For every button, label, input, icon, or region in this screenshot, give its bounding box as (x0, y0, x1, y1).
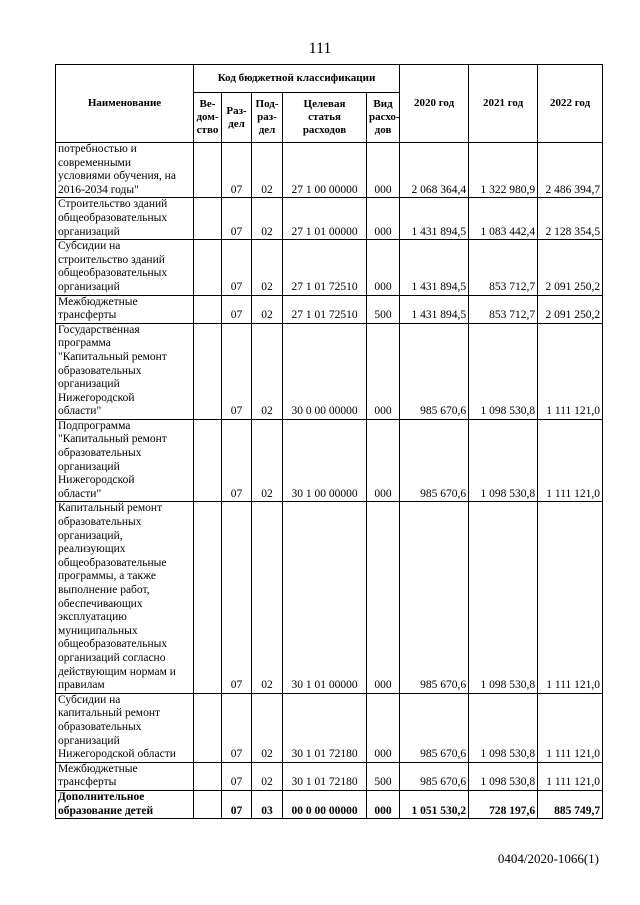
row-vedomstvo (194, 198, 222, 240)
row-podrazdel: 02 (252, 240, 283, 295)
row-razdel: 07 (222, 198, 252, 240)
row-name: Межбюджетные трансферты (56, 762, 194, 790)
row-2021: 1 098 530,8 (469, 419, 538, 502)
row-razdel: 07 (222, 502, 252, 693)
row-2020: 985 670,6 (400, 419, 469, 502)
table-row (56, 198, 603, 240)
table-row (56, 502, 603, 693)
table-row (56, 295, 603, 323)
row-podrazdel: 02 (252, 295, 283, 323)
row-tselevaya: 30 1 01 00000 (283, 502, 367, 693)
header-2022: 2022 год (538, 65, 603, 143)
table-row (56, 323, 603, 419)
row-razdel: 07 (222, 323, 252, 419)
row-podrazdel: 02 (252, 502, 283, 693)
row-2022: 2 091 250,2 (538, 295, 603, 323)
row-tselevaya: 27 1 01 00000 (283, 198, 367, 240)
row-2021: 1 098 530,8 (469, 693, 538, 762)
row-2022: 1 111 121,0 (538, 323, 603, 419)
row-podrazdel: 02 (252, 693, 283, 762)
row-2021: 1 098 530,8 (469, 502, 538, 693)
row-2022: 1 111 121,0 (538, 419, 603, 502)
row-vedomstvo (194, 502, 222, 693)
row-2022: 1 111 121,0 (538, 762, 603, 790)
header-code-group: Код бюджетной классификации (194, 65, 400, 93)
row-2020: 985 670,6 (400, 323, 469, 419)
header-2020: 2020 год (400, 65, 469, 143)
row-vedomstvo (194, 762, 222, 790)
row-2020: 1 431 894,5 (400, 198, 469, 240)
header-2021: 2021 год (469, 65, 538, 143)
row-name: Подпрограмма "Капитальный ремонт образовательных организаций Нижегородской области" (56, 419, 194, 502)
header-vedomstvo: Ве- дом- ство (194, 93, 222, 143)
row-vid: 500 (367, 295, 400, 323)
row-2020: 985 670,6 (400, 693, 469, 762)
header-vid: Вид расхо- дов (367, 93, 400, 143)
table-row (56, 693, 603, 762)
row-vid: 000 (367, 143, 400, 198)
page-number: 111 (308, 40, 332, 57)
header-name: Наименование (56, 65, 194, 143)
header-razdel: Раз- дел (222, 93, 252, 143)
table-row (56, 240, 603, 295)
row-vid: 000 (367, 198, 400, 240)
row-name: Межбюджетные трансферты (56, 295, 194, 323)
row-2021: 853 712,7 (469, 295, 538, 323)
row-2022: 2 486 394,7 (538, 143, 603, 198)
row-vid: 000 (367, 419, 400, 502)
row-tselevaya: 27 1 01 72510 (283, 240, 367, 295)
row-podrazdel: 02 (252, 198, 283, 240)
row-vedomstvo (194, 693, 222, 762)
table-row (56, 143, 603, 198)
row-vid: 000 (367, 693, 400, 762)
row-vid: 000 (367, 790, 400, 818)
row-vid: 000 (367, 323, 400, 419)
row-razdel: 07 (222, 240, 252, 295)
document-code: 0404/2020-1066(1) (497, 851, 599, 866)
row-name: потребностью и современными условиями обучения, на 2016-2034 годы" (56, 143, 194, 198)
row-name: Дополнительное образование детей (56, 790, 194, 818)
row-2021: 1 098 530,8 (469, 323, 538, 419)
row-2020: 1 051 530,2 (400, 790, 469, 818)
row-2020: 1 431 894,5 (400, 295, 469, 323)
row-razdel: 07 (222, 143, 252, 198)
budget-table (55, 64, 603, 819)
row-vedomstvo (194, 323, 222, 419)
row-vedomstvo (194, 240, 222, 295)
row-2020: 2 068 364,4 (400, 143, 469, 198)
row-podrazdel: 02 (252, 762, 283, 790)
row-tselevaya: 00 0 00 00000 (283, 790, 367, 818)
row-vedomstvo (194, 419, 222, 502)
row-2022: 2 091 250,2 (538, 240, 603, 295)
row-tselevaya: 30 1 00 00000 (283, 419, 367, 502)
row-2020: 1 431 894,5 (400, 240, 469, 295)
row-razdel: 07 (222, 693, 252, 762)
row-tselevaya: 30 1 01 72180 (283, 693, 367, 762)
row-podrazdel: 02 (252, 419, 283, 502)
row-vedomstvo (194, 143, 222, 198)
row-2021: 728 197,6 (469, 790, 538, 818)
row-name: Субсидии на капитальный ремонт образовательных организаций Нижегородской области (56, 693, 194, 762)
row-podrazdel: 02 (252, 323, 283, 419)
row-vid: 000 (367, 502, 400, 693)
row-tselevaya: 27 1 00 00000 (283, 143, 367, 198)
row-name: Строительство зданий общеобразовательных организаций (56, 198, 194, 240)
table-row (56, 419, 603, 502)
row-name: Субсидии на строительство зданий общеобразовательных организаций (56, 240, 194, 295)
row-name: Капитальный ремонт образовательных организаций, реализующих общеобразовательные программы, а также выполнение работ, обеспечивающих эксплуатацию муниципальных общеобразовательных организаций согласно действующим нормам и правилам (56, 502, 194, 693)
row-vid: 500 (367, 762, 400, 790)
row-vedomstvo (194, 790, 222, 818)
row-tselevaya: 30 0 00 00000 (283, 323, 367, 419)
row-2022: 1 111 121,0 (538, 693, 603, 762)
row-razdel: 07 (222, 762, 252, 790)
row-podrazdel: 02 (252, 143, 283, 198)
row-vedomstvo (194, 295, 222, 323)
row-tselevaya: 27 1 01 72510 (283, 295, 367, 323)
table-row (56, 790, 603, 818)
row-2021: 1 322 980,9 (469, 143, 538, 198)
row-razdel: 07 (222, 419, 252, 502)
header-podrazdel: Под- раз- дел (252, 93, 283, 143)
row-razdel: 07 (222, 295, 252, 323)
row-2022: 885 749,7 (538, 790, 603, 818)
row-2020: 985 670,6 (400, 762, 469, 790)
header-tselevaya: Целевая статья расходов (283, 93, 367, 143)
row-podrazdel: 03 (252, 790, 283, 818)
row-2021: 1 098 530,8 (469, 762, 538, 790)
row-2022: 1 111 121,0 (538, 502, 603, 693)
row-2021: 853 712,7 (469, 240, 538, 295)
table-row (56, 762, 603, 790)
row-2021: 1 083 442,4 (469, 198, 538, 240)
row-2022: 2 128 354,5 (538, 198, 603, 240)
row-2020: 985 670,6 (400, 502, 469, 693)
row-tselevaya: 30 1 01 72180 (283, 762, 367, 790)
row-razdel: 07 (222, 790, 252, 818)
row-name: Государственная программа "Капитальный ремонт образовательных организаций Нижегородской области" (56, 323, 194, 419)
row-vid: 000 (367, 240, 400, 295)
